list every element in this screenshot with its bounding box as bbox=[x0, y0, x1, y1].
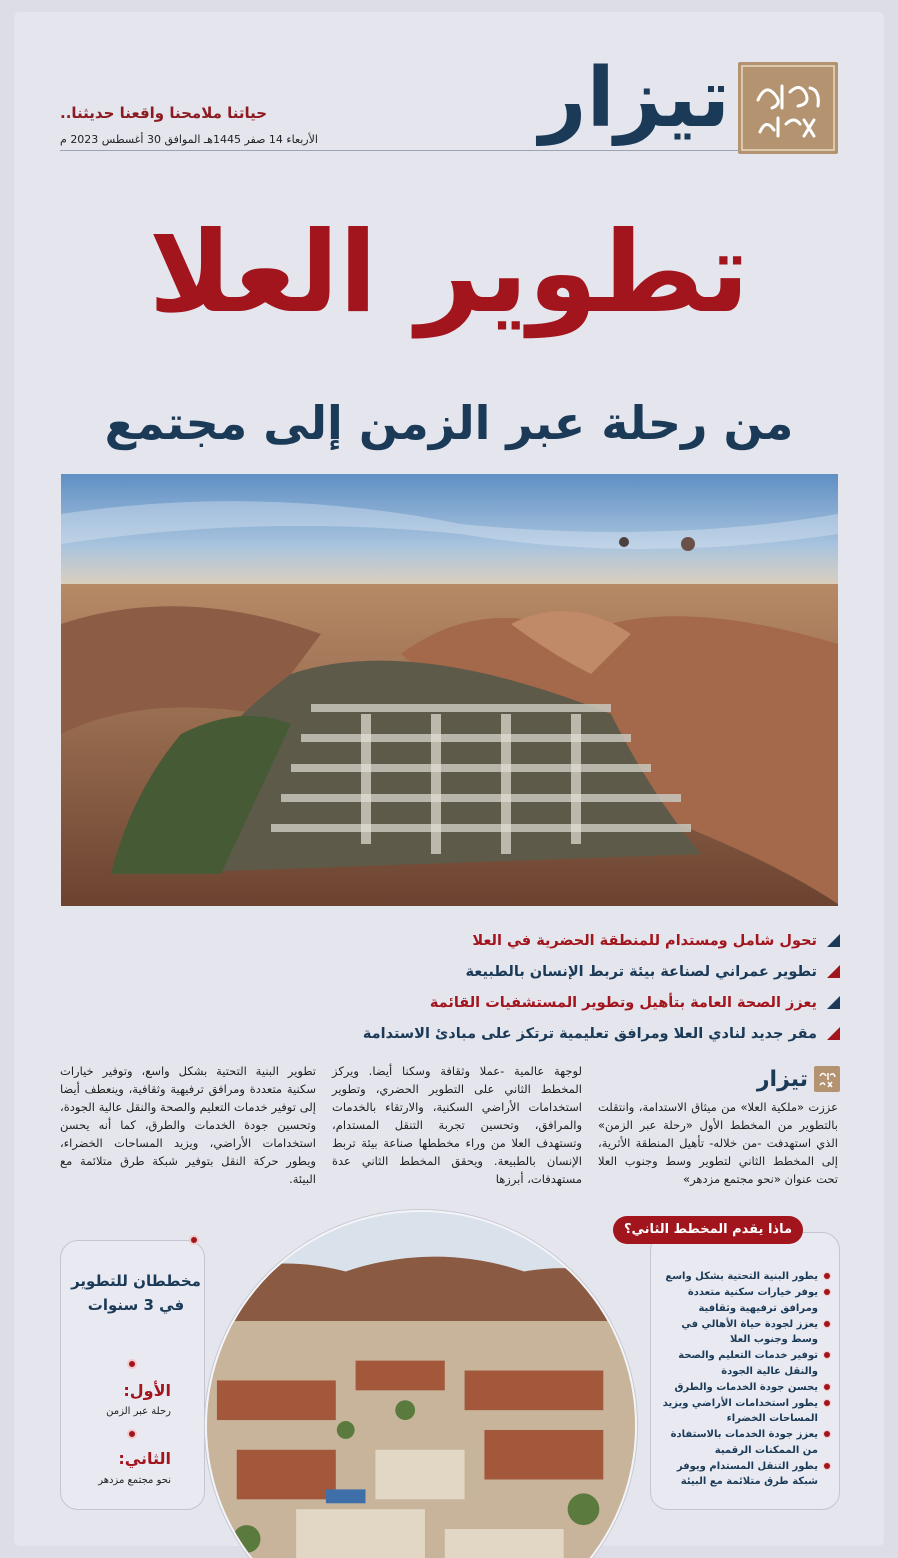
plans-card bbox=[60, 1240, 205, 1510]
list-item: يطور استخدامات الأراضي ويزيد المساحات الخضراء bbox=[659, 1396, 831, 1427]
brand-logo-icon bbox=[738, 62, 838, 154]
list-item: يعزز لجودة حياة الأهالي في وسط وجنوب العلا bbox=[659, 1317, 831, 1348]
triangle-bullet-icon bbox=[827, 1027, 840, 1040]
article-column-1: عززت «ملكية العلا» من ميثاق الاستدامة، وانتقلت بالتطوير من المخطط الأول «رحلة عبر الزمن» الذي استهدفت -من خلاله- تأهيل المنطقة الأثرية، إلى المخطط الثاني لتطوير وسط وجنوب العلا تحت عنوان «نحو مجتمع مزدهر» bbox=[598, 1100, 838, 1186]
plans-panel bbox=[60, 1210, 840, 1528]
list-item: يعزز جودة الخدمات بالاستفادة من الممكنات الرقمية bbox=[659, 1427, 831, 1458]
triangle-bullet-icon bbox=[827, 996, 840, 1009]
list-item: يطور التنقل المستدام ويوفر شبكة طرق متلائمة مع البيئة bbox=[659, 1459, 831, 1490]
list-item: تحول شامل ومستدام للمنطقة الحضرية في العلا bbox=[250, 925, 840, 956]
list-item: توفير خدمات التعليم والصحة والنقل عالية الجودة bbox=[659, 1348, 831, 1379]
marker-dot-icon bbox=[127, 1429, 137, 1439]
article-column-3: تطوير البنية التحتية بشكل واسع، وتوفير خيارات سكنية متعددة ومرافق ترفيهية وثقافية، وينعطف أيضا إلى توفير خدمات التعليم والصحة والنقل عالية الجودة، وتحسين جودة الخدمات والطرق، كما أنه يحسن استخدامات الأراضي، ويزيد المساحات الخضراء، ويطور حركة النقل بتوفير شبكة طرق متلائمة مع البيئة. bbox=[60, 1064, 316, 1186]
first-plan-name: رحلة عبر الزمن bbox=[106, 1406, 171, 1417]
marker-dot-icon bbox=[127, 1359, 137, 1369]
dateline: الأربعاء 14 صفر 1445هـ الموافق 30 أغسطس 2023 م bbox=[60, 133, 318, 146]
hero-aerial-image bbox=[61, 474, 838, 906]
slogan: حياتنا ملامحنا واقعنا حديثنا.. bbox=[60, 104, 268, 122]
marker-dot-icon bbox=[823, 1383, 831, 1391]
marker-dot-icon bbox=[823, 1288, 831, 1296]
mini-brand-name: تيزار bbox=[756, 1066, 808, 1092]
marker-dot-icon bbox=[823, 1399, 831, 1407]
second-plan-card bbox=[650, 1232, 840, 1510]
list-item: يطور البنية التحتية بشكل واسع bbox=[659, 1269, 831, 1285]
second-plan-name: نحو مجتمع مزدهر bbox=[98, 1475, 171, 1486]
list-item: يعزز الصحة العامة بتأهيل وتطوير المستشفيات القائمة bbox=[250, 987, 840, 1018]
second-plan-list bbox=[659, 1269, 831, 1490]
highlights-list bbox=[250, 925, 840, 1049]
mini-logo-icon bbox=[814, 1066, 840, 1092]
article-brand bbox=[750, 1062, 840, 1096]
marker-dot-icon bbox=[823, 1351, 831, 1359]
first-plan-label: الأول: bbox=[123, 1381, 171, 1400]
sub-headline: من رحلة عبر الزمن إلى مجتمع bbox=[104, 396, 794, 450]
plans-title: مخططان للتطوير في 3 سنوات bbox=[71, 1272, 201, 1314]
article-column-2: لوجهة عالمية -عملا وثقافة وسكنا أيضا. ويركز المخطط الثاني على التطوير الحضري، وتطوير استخدامات الأراضي السكنية، والارتقاء بالخدمات والمرافق، وتحسين تجربة التنقل المستدام، وتستهدف العلا من وراء مخططها صناعة بيئة تربط الإنسان بالطبيعة. ويحقق المخطط الثاني عدة مستهدفات، أبرزها bbox=[332, 1064, 582, 1186]
development-rendering-image bbox=[205, 1210, 637, 1558]
marker-dot-icon bbox=[823, 1272, 831, 1280]
marker-dot-icon bbox=[823, 1462, 831, 1470]
marker-dot-icon bbox=[823, 1320, 831, 1328]
list-item: تطوير عمراني لصناعة بيئة تربط الإنسان بالطبيعة bbox=[250, 956, 840, 987]
triangle-bullet-icon bbox=[827, 934, 840, 947]
list-item: يحسن جودة الخدمات والطرق bbox=[659, 1380, 831, 1396]
second-plan-heading: ماذا يقدم المخطط الثاني؟ bbox=[613, 1216, 803, 1244]
marker-dot-icon bbox=[189, 1235, 199, 1245]
triangle-bullet-icon bbox=[827, 965, 840, 978]
main-headline: تطوير العلا bbox=[148, 208, 750, 338]
marker-dot-icon bbox=[823, 1430, 831, 1438]
masthead-divider bbox=[60, 150, 740, 151]
second-plan-label: الثاني: bbox=[118, 1449, 171, 1468]
list-item: مقر جديد لنادي العلا ومرافق تعليمية ترتكز على مبادئ الاستدامة bbox=[250, 1018, 840, 1049]
list-item: يوفر خيارات سكنية متعددة ومرافق ترفيهية وثقافية bbox=[659, 1285, 831, 1316]
brand-name[interactable]: تيزار bbox=[539, 51, 730, 146]
